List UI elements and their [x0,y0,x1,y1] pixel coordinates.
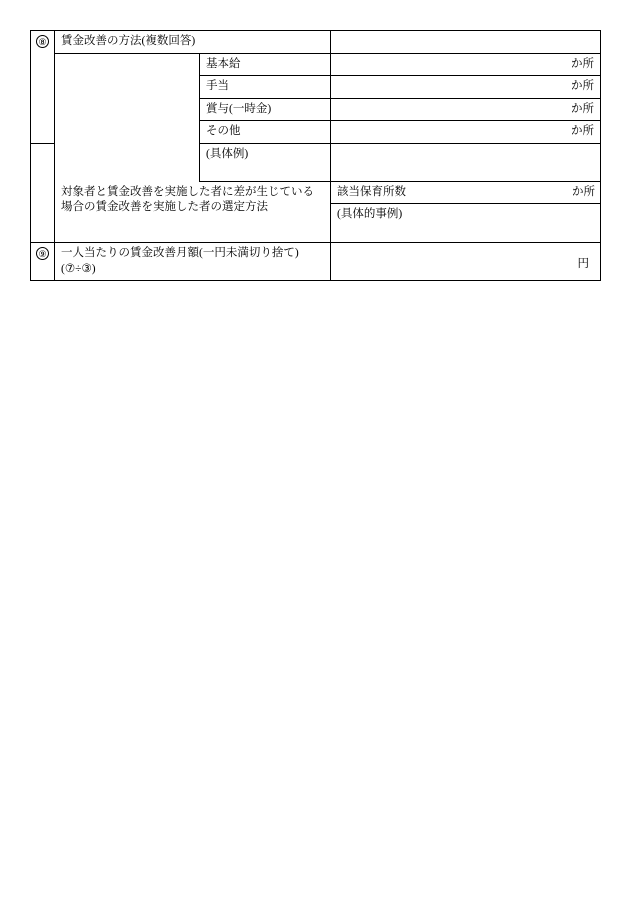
selection-method-right-table [331,182,600,243]
eligible-facility-count-label: 該当保育所数 [337,185,407,198]
item-value-teate[interactable] [331,76,601,99]
item-value-shoyo[interactable] [331,98,601,121]
table-row [31,243,601,281]
concrete-example-label: (具体的事例) [337,208,403,221]
section-9-title-line1: 一人当たりの賃金改善月額(一円未満切り捨て) [61,247,299,260]
item-label-sonota: その他 [200,121,331,144]
section-8-title-text: 賃金改善の方法(複数回答) [61,35,196,47]
section-8-title [55,31,331,54]
item-label-gutairei: (具体例) [200,143,331,181]
selection-method-line1: 対象者と賃金改善を実施した者に差が生じている [61,185,314,198]
selection-method-right [331,181,601,243]
section-number-9 [31,243,55,281]
section-8-blank-left-cont [55,143,200,181]
item-unit-kihonkyu: か所 [571,57,595,70]
section-number-label-9: ⑨ [36,247,49,260]
item-value-gutairei[interactable] [331,143,601,181]
concrete-example-cell[interactable] [331,204,600,243]
table-row [331,182,600,204]
eligible-facility-count-row[interactable] [331,182,600,204]
item-unit-shoyo: か所 [571,102,595,115]
selection-method-line2: 場合の賃金改善を実施した者の選定方法 [61,201,268,214]
item-value-kihonkyu[interactable] [331,53,601,76]
section-9-title-line2: (⑦÷③) [61,262,96,275]
table-row [31,143,601,181]
section-8-blank-left [55,53,200,143]
item-value-sonota[interactable] [331,121,601,144]
section-8-title-value[interactable] [331,31,601,54]
item-label-kihonkyu: 基本給 [200,53,331,76]
item-unit-sonota: か所 [571,125,595,138]
section-number-spacer [31,143,55,181]
section-number-spacer-2 [31,181,55,243]
wage-improvement-form-table [30,30,601,281]
section-9-title [55,243,331,281]
table-row [31,181,601,243]
section-9-value[interactable] [331,243,601,281]
section-number-8 [31,31,55,144]
section-number-label: ⑧ [36,35,49,48]
item-label-shoyo: 賞与(一時金) [200,98,331,121]
selection-method-note [55,181,331,243]
item-label-teate: 手当 [200,76,331,99]
table-row [31,31,601,54]
eligible-facility-count-unit: か所 [572,185,596,198]
section-9-unit: 円 [577,257,590,270]
item-unit-teate: か所 [571,80,595,93]
table-row [31,53,601,76]
table-row [331,204,600,243]
